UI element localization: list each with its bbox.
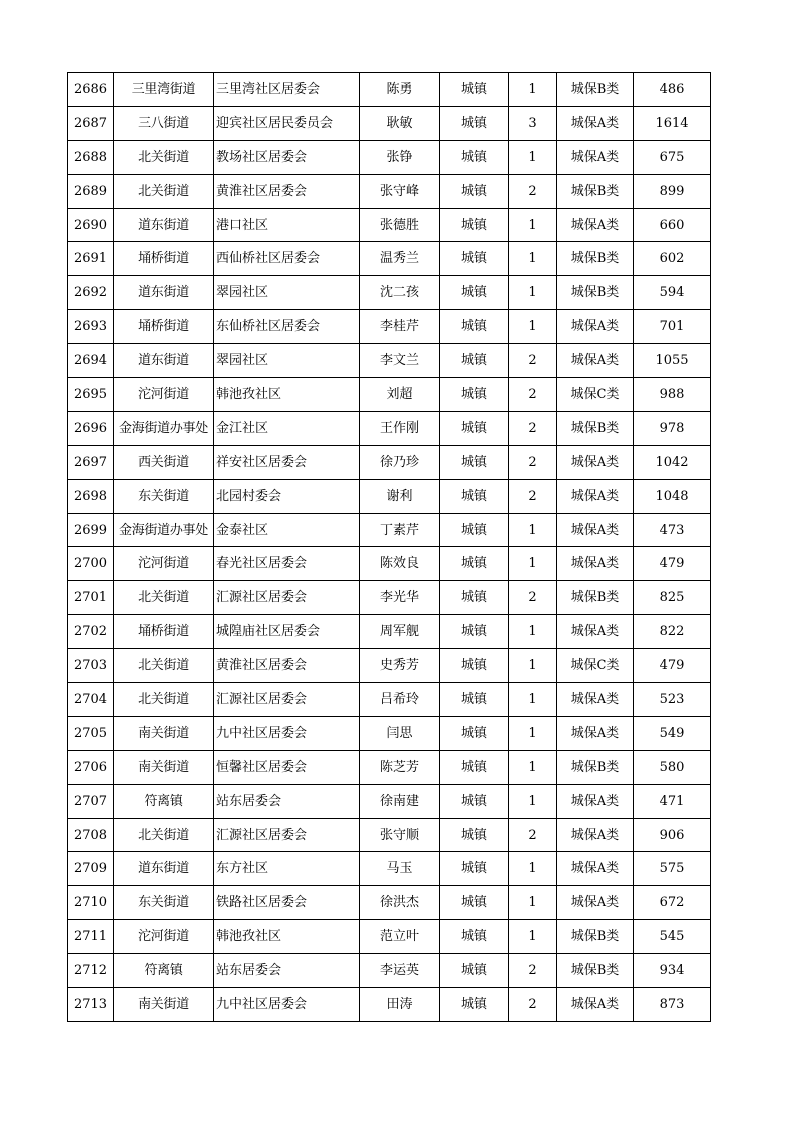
amount-cell: 549 <box>634 716 711 750</box>
person-name-cell: 马玉 <box>360 852 440 886</box>
row-id-cell: 2690 <box>68 208 114 242</box>
household-count-cell: 1 <box>509 649 557 683</box>
table-row <box>68 106 711 140</box>
household-count-cell: 1 <box>509 615 557 649</box>
community-cell: 东仙桥社区居委会 <box>214 310 360 344</box>
street-cell: 道东街道 <box>114 852 214 886</box>
community-cell: 北园村委会 <box>214 479 360 513</box>
household-count-cell: 1 <box>509 242 557 276</box>
person-name-cell: 谢利 <box>360 479 440 513</box>
table-row <box>68 242 711 276</box>
community-cell: 站东居委会 <box>214 784 360 818</box>
category-cell: 城保A类 <box>557 208 634 242</box>
row-id-cell: 2687 <box>68 106 114 140</box>
person-name-cell: 张守峰 <box>360 174 440 208</box>
household-count-cell: 2 <box>509 479 557 513</box>
row-id-cell: 2704 <box>68 683 114 717</box>
category-cell: 城保A类 <box>557 479 634 513</box>
amount-cell: 580 <box>634 750 711 784</box>
person-name-cell: 徐乃珍 <box>360 445 440 479</box>
street-cell: 三八街道 <box>114 106 214 140</box>
household-count-cell: 3 <box>509 106 557 140</box>
amount-cell: 1048 <box>634 479 711 513</box>
street-cell: 北关街道 <box>114 174 214 208</box>
table-row <box>68 174 711 208</box>
community-cell: 西仙桥社区居委会 <box>214 242 360 276</box>
street-cell: 北关街道 <box>114 649 214 683</box>
household-count-cell: 1 <box>509 716 557 750</box>
area-type-cell: 城镇 <box>440 276 509 310</box>
table-row <box>68 411 711 445</box>
row-id-cell: 2695 <box>68 378 114 412</box>
amount-cell: 1614 <box>634 106 711 140</box>
household-count-cell: 1 <box>509 208 557 242</box>
row-id-cell: 2699 <box>68 513 114 547</box>
household-count-cell: 2 <box>509 954 557 988</box>
community-cell: 九中社区居委会 <box>214 716 360 750</box>
row-id-cell: 2697 <box>68 445 114 479</box>
community-cell: 站东居委会 <box>214 954 360 988</box>
area-type-cell: 城镇 <box>440 174 509 208</box>
table-row <box>68 276 711 310</box>
area-type-cell: 城镇 <box>440 411 509 445</box>
area-type-cell: 城镇 <box>440 818 509 852</box>
row-id-cell: 2686 <box>68 73 114 107</box>
area-type-cell: 城镇 <box>440 988 509 1022</box>
category-cell: 城保A类 <box>557 852 634 886</box>
area-type-cell: 城镇 <box>440 242 509 276</box>
community-cell: 九中社区居委会 <box>214 988 360 1022</box>
area-type-cell: 城镇 <box>440 140 509 174</box>
area-type-cell: 城镇 <box>440 784 509 818</box>
community-cell: 黄淮社区居委会 <box>214 649 360 683</box>
category-cell: 城保A类 <box>557 784 634 818</box>
person-name-cell: 刘超 <box>360 378 440 412</box>
household-count-cell: 1 <box>509 683 557 717</box>
table-row <box>68 445 711 479</box>
household-count-cell: 1 <box>509 547 557 581</box>
household-count-cell: 1 <box>509 276 557 310</box>
community-cell: 韩池孜社区 <box>214 378 360 412</box>
person-name-cell: 史秀芳 <box>360 649 440 683</box>
community-cell: 祥安社区居委会 <box>214 445 360 479</box>
category-cell: 城保B类 <box>557 581 634 615</box>
assistance-roster-sheet <box>67 72 710 1022</box>
amount-cell: 873 <box>634 988 711 1022</box>
community-cell: 港口社区 <box>214 208 360 242</box>
street-cell: 南关街道 <box>114 988 214 1022</box>
row-id-cell: 2709 <box>68 852 114 886</box>
amount-cell: 523 <box>634 683 711 717</box>
amount-cell: 899 <box>634 174 711 208</box>
amount-cell: 486 <box>634 73 711 107</box>
row-id-cell: 2705 <box>68 716 114 750</box>
household-count-cell: 1 <box>509 513 557 547</box>
row-id-cell: 2703 <box>68 649 114 683</box>
category-cell: 城保B类 <box>557 954 634 988</box>
amount-cell: 825 <box>634 581 711 615</box>
amount-cell: 906 <box>634 818 711 852</box>
person-name-cell: 田涛 <box>360 988 440 1022</box>
street-cell: 道东街道 <box>114 276 214 310</box>
amount-cell: 660 <box>634 208 711 242</box>
street-cell: 符离镇 <box>114 954 214 988</box>
area-type-cell: 城镇 <box>440 479 509 513</box>
area-type-cell: 城镇 <box>440 106 509 140</box>
community-cell: 东方社区 <box>214 852 360 886</box>
street-cell: 金海街道办事处 <box>114 411 214 445</box>
street-cell: 北关街道 <box>114 140 214 174</box>
street-cell: 符离镇 <box>114 784 214 818</box>
community-cell: 城隍庙社区居委会 <box>214 615 360 649</box>
area-type-cell: 城镇 <box>440 513 509 547</box>
row-id-cell: 2701 <box>68 581 114 615</box>
community-cell: 汇源社区居委会 <box>214 581 360 615</box>
community-cell: 金江社区 <box>214 411 360 445</box>
area-type-cell: 城镇 <box>440 378 509 412</box>
row-id-cell: 2710 <box>68 886 114 920</box>
street-cell: 北关街道 <box>114 818 214 852</box>
row-id-cell: 2698 <box>68 479 114 513</box>
household-count-cell: 2 <box>509 818 557 852</box>
household-count-cell: 2 <box>509 988 557 1022</box>
person-name-cell: 闫思 <box>360 716 440 750</box>
community-cell: 汇源社区居委会 <box>214 818 360 852</box>
category-cell: 城保A类 <box>557 513 634 547</box>
table-row <box>68 479 711 513</box>
category-cell: 城保A类 <box>557 615 634 649</box>
community-cell: 翠园社区 <box>214 276 360 310</box>
person-name-cell: 吕希玲 <box>360 683 440 717</box>
amount-cell: 594 <box>634 276 711 310</box>
row-id-cell: 2712 <box>68 954 114 988</box>
community-cell: 三里湾社区居委会 <box>214 73 360 107</box>
amount-cell: 672 <box>634 886 711 920</box>
community-cell: 汇源社区居委会 <box>214 683 360 717</box>
street-cell: 道东街道 <box>114 344 214 378</box>
person-name-cell: 周军舰 <box>360 615 440 649</box>
roster-table <box>67 72 711 1022</box>
area-type-cell: 城镇 <box>440 750 509 784</box>
amount-cell: 701 <box>634 310 711 344</box>
street-cell: 道东街道 <box>114 208 214 242</box>
community-cell: 迎宾社区居民委员会 <box>214 106 360 140</box>
person-name-cell: 李运英 <box>360 954 440 988</box>
person-name-cell: 张铮 <box>360 140 440 174</box>
household-count-cell: 1 <box>509 886 557 920</box>
street-cell: 埇桥街道 <box>114 615 214 649</box>
table-row <box>68 818 711 852</box>
table-row <box>68 716 711 750</box>
person-name-cell: 张德胜 <box>360 208 440 242</box>
table-row <box>68 954 711 988</box>
category-cell: 城保A类 <box>557 988 634 1022</box>
category-cell: 城保B类 <box>557 73 634 107</box>
category-cell: 城保A类 <box>557 344 634 378</box>
household-count-cell: 1 <box>509 73 557 107</box>
amount-cell: 675 <box>634 140 711 174</box>
row-id-cell: 2689 <box>68 174 114 208</box>
table-row <box>68 852 711 886</box>
area-type-cell: 城镇 <box>440 344 509 378</box>
amount-cell: 473 <box>634 513 711 547</box>
table-row <box>68 378 711 412</box>
category-cell: 城保B类 <box>557 174 634 208</box>
person-name-cell: 陈芝芳 <box>360 750 440 784</box>
table-row <box>68 344 711 378</box>
table-row <box>68 581 711 615</box>
category-cell: 城保B类 <box>557 276 634 310</box>
table-row <box>68 886 711 920</box>
category-cell: 城保B类 <box>557 411 634 445</box>
area-type-cell: 城镇 <box>440 886 509 920</box>
row-id-cell: 2706 <box>68 750 114 784</box>
street-cell: 埇桥街道 <box>114 242 214 276</box>
person-name-cell: 李桂芹 <box>360 310 440 344</box>
category-cell: 城保A类 <box>557 886 634 920</box>
area-type-cell: 城镇 <box>440 310 509 344</box>
person-name-cell: 陈效良 <box>360 547 440 581</box>
street-cell: 南关街道 <box>114 716 214 750</box>
table-row <box>68 649 711 683</box>
row-id-cell: 2696 <box>68 411 114 445</box>
amount-cell: 822 <box>634 615 711 649</box>
amount-cell: 471 <box>634 784 711 818</box>
person-name-cell: 耿敏 <box>360 106 440 140</box>
person-name-cell: 温秀兰 <box>360 242 440 276</box>
area-type-cell: 城镇 <box>440 852 509 886</box>
community-cell: 金泰社区 <box>214 513 360 547</box>
area-type-cell: 城镇 <box>440 683 509 717</box>
community-cell: 恒馨社区居委会 <box>214 750 360 784</box>
table-row <box>68 73 711 107</box>
area-type-cell: 城镇 <box>440 73 509 107</box>
person-name-cell: 李光华 <box>360 581 440 615</box>
amount-cell: 988 <box>634 378 711 412</box>
row-id-cell: 2691 <box>68 242 114 276</box>
table-row <box>68 208 711 242</box>
street-cell: 金海街道办事处 <box>114 513 214 547</box>
person-name-cell: 陈勇 <box>360 73 440 107</box>
area-type-cell: 城镇 <box>440 716 509 750</box>
area-type-cell: 城镇 <box>440 581 509 615</box>
amount-cell: 575 <box>634 852 711 886</box>
street-cell: 南关街道 <box>114 750 214 784</box>
table-row <box>68 683 711 717</box>
person-name-cell: 范立叶 <box>360 920 440 954</box>
category-cell: 城保A类 <box>557 310 634 344</box>
area-type-cell: 城镇 <box>440 649 509 683</box>
person-name-cell: 丁素芹 <box>360 513 440 547</box>
table-row <box>68 547 711 581</box>
household-count-cell: 2 <box>509 411 557 445</box>
household-count-cell: 2 <box>509 174 557 208</box>
category-cell: 城保A类 <box>557 106 634 140</box>
person-name-cell: 徐洪杰 <box>360 886 440 920</box>
row-id-cell: 2708 <box>68 818 114 852</box>
amount-cell: 479 <box>634 649 711 683</box>
category-cell: 城保A类 <box>557 445 634 479</box>
table-body <box>68 73 711 1022</box>
street-cell: 东关街道 <box>114 479 214 513</box>
household-count-cell: 1 <box>509 140 557 174</box>
street-cell: 北关街道 <box>114 683 214 717</box>
area-type-cell: 城镇 <box>440 208 509 242</box>
area-type-cell: 城镇 <box>440 954 509 988</box>
street-cell: 沱河街道 <box>114 547 214 581</box>
household-count-cell: 1 <box>509 920 557 954</box>
household-count-cell: 1 <box>509 750 557 784</box>
household-count-cell: 2 <box>509 378 557 412</box>
table-row <box>68 750 711 784</box>
row-id-cell: 2711 <box>68 920 114 954</box>
household-count-cell: 1 <box>509 310 557 344</box>
street-cell: 东关街道 <box>114 886 214 920</box>
row-id-cell: 2702 <box>68 615 114 649</box>
street-cell: 埇桥街道 <box>114 310 214 344</box>
street-cell: 北关街道 <box>114 581 214 615</box>
person-name-cell: 李文兰 <box>360 344 440 378</box>
household-count-cell: 1 <box>509 852 557 886</box>
category-cell: 城保A类 <box>557 716 634 750</box>
row-id-cell: 2688 <box>68 140 114 174</box>
table-row <box>68 784 711 818</box>
area-type-cell: 城镇 <box>440 615 509 649</box>
community-cell: 教场社区居委会 <box>214 140 360 174</box>
category-cell: 城保C类 <box>557 378 634 412</box>
category-cell: 城保A类 <box>557 818 634 852</box>
community-cell: 黄淮社区居委会 <box>214 174 360 208</box>
household-count-cell: 2 <box>509 581 557 615</box>
person-name-cell: 王作刚 <box>360 411 440 445</box>
person-name-cell: 徐南建 <box>360 784 440 818</box>
household-count-cell: 2 <box>509 344 557 378</box>
row-id-cell: 2692 <box>68 276 114 310</box>
area-type-cell: 城镇 <box>440 445 509 479</box>
row-id-cell: 2707 <box>68 784 114 818</box>
row-id-cell: 2700 <box>68 547 114 581</box>
street-cell: 三里湾街道 <box>114 73 214 107</box>
person-name-cell: 张守顺 <box>360 818 440 852</box>
category-cell: 城保A类 <box>557 140 634 174</box>
area-type-cell: 城镇 <box>440 920 509 954</box>
person-name-cell: 沈二孩 <box>360 276 440 310</box>
amount-cell: 978 <box>634 411 711 445</box>
table-row <box>68 140 711 174</box>
community-cell: 铁路社区居委会 <box>214 886 360 920</box>
amount-cell: 1042 <box>634 445 711 479</box>
row-id-cell: 2713 <box>68 988 114 1022</box>
category-cell: 城保A类 <box>557 547 634 581</box>
household-count-cell: 1 <box>509 784 557 818</box>
area-type-cell: 城镇 <box>440 547 509 581</box>
street-cell: 西关街道 <box>114 445 214 479</box>
amount-cell: 934 <box>634 954 711 988</box>
category-cell: 城保B类 <box>557 242 634 276</box>
table-row <box>68 988 711 1022</box>
category-cell: 城保B类 <box>557 750 634 784</box>
table-row <box>68 310 711 344</box>
amount-cell: 1055 <box>634 344 711 378</box>
category-cell: 城保C类 <box>557 649 634 683</box>
community-cell: 翠园社区 <box>214 344 360 378</box>
community-cell: 春光社区居委会 <box>214 547 360 581</box>
row-id-cell: 2694 <box>68 344 114 378</box>
table-row <box>68 615 711 649</box>
street-cell: 沱河街道 <box>114 378 214 412</box>
amount-cell: 479 <box>634 547 711 581</box>
street-cell: 沱河街道 <box>114 920 214 954</box>
amount-cell: 545 <box>634 920 711 954</box>
row-id-cell: 2693 <box>68 310 114 344</box>
amount-cell: 602 <box>634 242 711 276</box>
community-cell: 韩池孜社区 <box>214 920 360 954</box>
household-count-cell: 2 <box>509 445 557 479</box>
table-row <box>68 920 711 954</box>
category-cell: 城保B类 <box>557 920 634 954</box>
category-cell: 城保A类 <box>557 683 634 717</box>
table-row <box>68 513 711 547</box>
